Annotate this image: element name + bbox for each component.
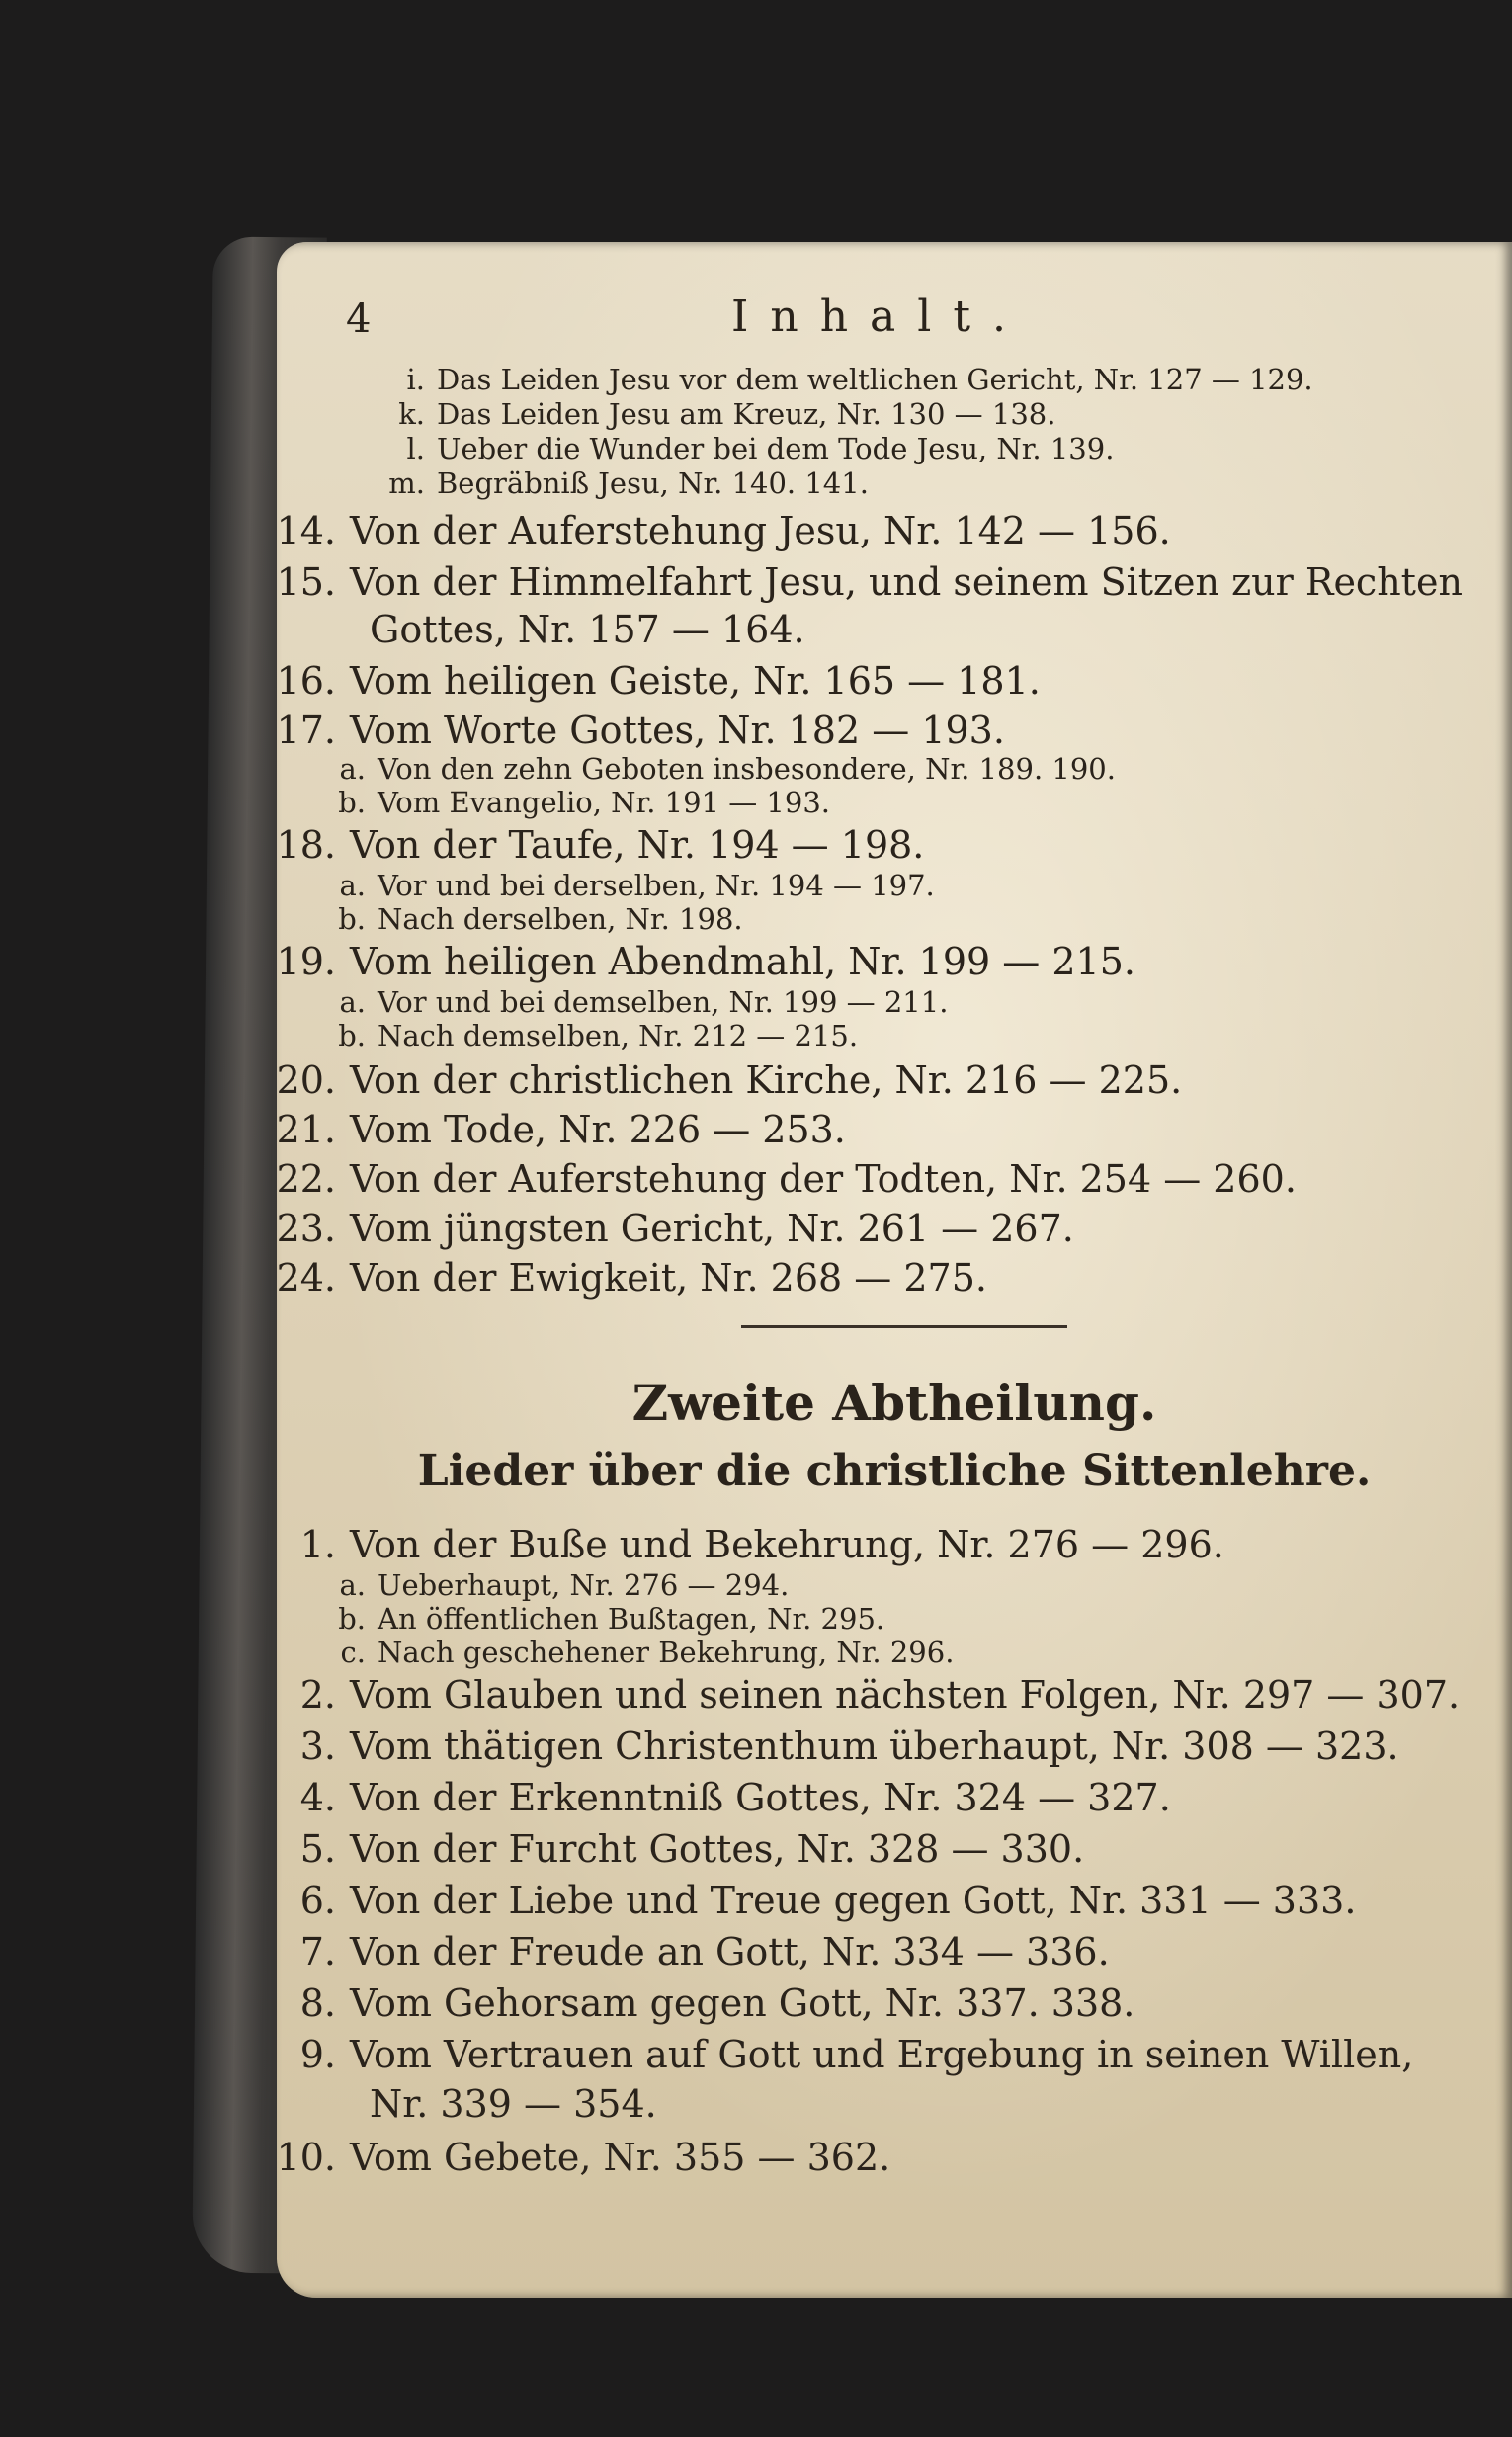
toc-entry: 3. Vom thätigen Christenthum überhaupt, Nr. 308 — 323. — [299, 1724, 1399, 1768]
book-page — [277, 242, 1512, 2298]
toc-entry: 24. Von der Ewigkeit, Nr. 268 — 275. — [276, 1256, 987, 1300]
toc-entry: 23. Vom jüngsten Gericht, Nr. 261 — 267. — [276, 1207, 1074, 1250]
list-item: a. Vor und bei demselben, Nr. 199 — 211. — [339, 985, 949, 1019]
list-item: a. Ueberhaupt, Nr. 276 — 294. — [339, 1568, 790, 1602]
toc-entry: 5. Von der Furcht Gottes, Nr. 328 — 330. — [299, 1827, 1085, 1871]
section-divider — [741, 1325, 1067, 1328]
toc-entry: 2. Vom Glauben und seinen nächsten Folgen, Nr. 297 — 307. — [299, 1673, 1461, 1717]
toc-entry: 20. Von der christlichen Kirche, Nr. 216 — 225. — [276, 1058, 1183, 1102]
toc-entry: 16. Vom heiligen Geiste, Nr. 165 — 181. — [276, 659, 1041, 703]
list-item: a. Vor und bei derselben, Nr. 194 — 197. — [339, 869, 935, 902]
toc-entry: 7. Von der Freude an Gott, Nr. 334 — 336. — [299, 1930, 1110, 1974]
list-item: b. Nach derselben, Nr. 198. — [338, 902, 743, 936]
list-item: b. Nach demselben, Nr. 212 — 215. — [338, 1019, 859, 1052]
page-number: 4 — [346, 296, 372, 342]
section-subheading: Lieder über die christliche Sittenlehre. — [417, 1446, 1372, 1496]
toc-entry: 18. Von der Taufe, Nr. 194 — 198. — [276, 823, 925, 867]
list-item: l. Ueber die Wunder bei dem Tode Jesu, Nr. 139. — [406, 432, 1115, 465]
list-item: b. Vom Evangelio, Nr. 191 — 193. — [338, 786, 830, 819]
page-title: Inhalt. — [731, 292, 1029, 342]
toc-entry: 1. Von der Buße und Bekehrung, Nr. 276 — 296. — [299, 1523, 1224, 1566]
toc-entry: 9. Vom Vertrauen auf Gott und Ergebung in seinen Willen, — [299, 2033, 1414, 2076]
toc-entry: 4. Von der Erkenntniß Gottes, Nr. 324 — 327. — [299, 1776, 1171, 1819]
toc-entry-continuation: Nr. 339 — 354. — [370, 2082, 657, 2126]
toc-entry: 10. Vom Gebete, Nr. 355 — 362. — [276, 2136, 891, 2179]
list-item: a. Von den zehn Geboten insbesondere, Nr. 189. 190. — [339, 752, 1116, 786]
toc-entry: 15. Von der Himmelfahrt Jesu, und seinem Sitzen zur Rechten — [276, 560, 1463, 604]
toc-entry: 19. Vom heiligen Abendmahl, Nr. 199 — 215. — [276, 940, 1135, 983]
section-heading: Zweite Abtheilung. — [631, 1374, 1157, 1432]
list-item: b. An öffentlichen Bußtagen, Nr. 295. — [338, 1602, 885, 1636]
toc-entry: 6. Von der Liebe und Treue gegen Gott, Nr. 331 — 333. — [299, 1879, 1357, 1922]
list-item: m. Begräbniß Jesu, Nr. 140. 141. — [388, 466, 869, 500]
toc-entry: 22. Von der Auferstehung der Todten, Nr. 254 — 260. — [276, 1157, 1297, 1201]
list-item: i. Das Leiden Jesu vor dem weltlichen Gericht, Nr. 127 — 129. — [406, 363, 1313, 396]
toc-entry: 21. Vom Tode, Nr. 226 — 253. — [276, 1108, 846, 1151]
toc-entry: 8. Vom Gehorsam gegen Gott, Nr. 337. 338. — [299, 1981, 1135, 2025]
list-item: c. Nach geschehener Bekehrung, Nr. 296. — [340, 1636, 955, 1669]
toc-entry-continuation: Gottes, Nr. 157 — 164. — [370, 608, 805, 651]
page-content — [277, 242, 1512, 2298]
toc-entry: 14. Von der Auferstehung Jesu, Nr. 142 — 156. — [276, 509, 1171, 552]
toc-entry: 17. Vom Worte Gottes, Nr. 182 — 193. — [276, 709, 1005, 752]
list-item: k. Das Leiden Jesu am Kreuz, Nr. 130 — 138. — [398, 397, 1056, 431]
